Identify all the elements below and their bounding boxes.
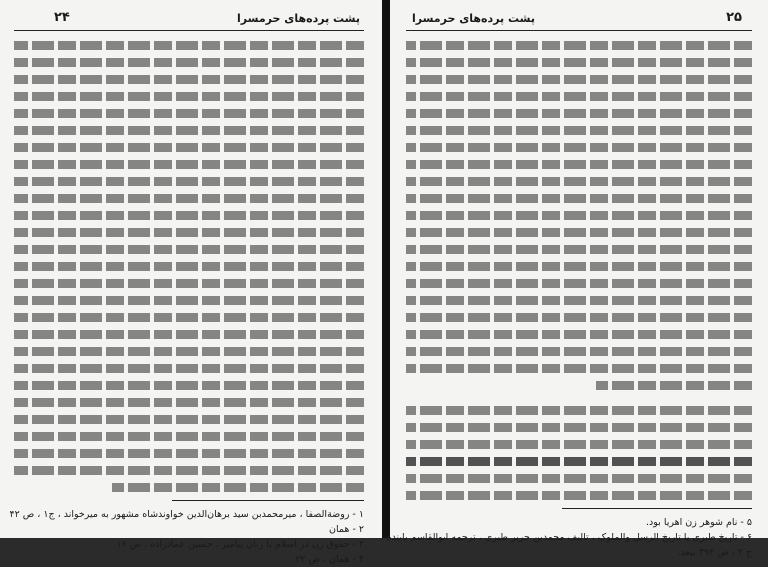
left-footnotes bbox=[9, 507, 364, 567]
book-gutter bbox=[382, 0, 390, 538]
footnote: ج ۲ ، ص ۳۹۲ ببعد. bbox=[677, 547, 752, 558]
footnote: ۶ - تاریخ طبری یا تاریخ الرسل والملوک ، تالیف محمدبن جریر طبری ، ترجمه ابوالقاسم پاینده ، bbox=[380, 532, 752, 543]
right-footnote-separator bbox=[562, 508, 752, 509]
left-header-title: پشت پرده‌های حرمسرا bbox=[237, 12, 360, 25]
left-page-body-text bbox=[14, 41, 364, 492]
right-page-body-text bbox=[406, 41, 752, 500]
left-footnote-separator bbox=[172, 500, 365, 501]
footnote: ۴ - همان ، ص ۲۲ bbox=[295, 554, 364, 565]
footnote: ۱ - روضة‌الصفا ، میرمحمدبن سید برهان‌الدین خواوندشاه مشهور به میرخواند ، ج۱ ، ص ۴۲ bbox=[9, 509, 364, 520]
left-page bbox=[0, 0, 382, 565]
footnote: ۵ - نام شوهر زن اهریا بود. bbox=[646, 517, 752, 528]
right-page-number: ۲۵ bbox=[726, 10, 742, 25]
footnote: ۳ - حقوق زن در اسلام با زنان پیامبر ، حسین عمادزاده ، ص ۱۶ bbox=[116, 539, 364, 550]
right-header-title: پشت پرده‌های حرمسرا bbox=[412, 12, 535, 25]
left-page-header bbox=[14, 8, 364, 31]
footnote: ۲ - همان bbox=[329, 524, 364, 535]
right-page-header bbox=[406, 8, 752, 31]
left-page-number: ۲۴ bbox=[54, 10, 70, 25]
right-page bbox=[380, 0, 768, 558]
right-footnotes bbox=[380, 515, 752, 560]
